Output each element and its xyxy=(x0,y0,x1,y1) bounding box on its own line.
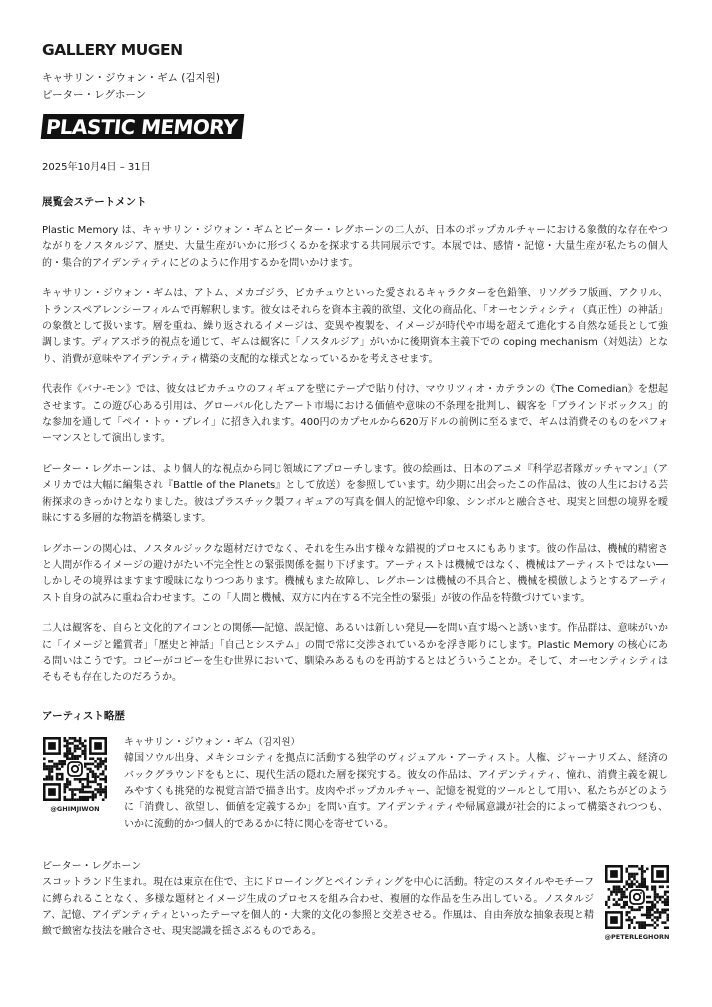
qr-code-ghim[interactable] xyxy=(42,737,108,813)
statement-heading: 展覧会ステートメント xyxy=(42,196,147,208)
exhibition-dates: 2025年10月4日 – 31日 xyxy=(42,162,151,173)
instagram-handle: @GHIMJIWON xyxy=(50,804,100,813)
statement-paragraph: 代表作《バナ-モン》では、彼女はピカチュウのフィギュアを壁にテープで貼り付け、マウリツィオ・カテランの《The Comedian》を想起させます。この遊び心ある引用は、グローバル化したアート市場における価値や意味の不条理を批判し、観客を「ブラインドボックス」的な参加を通して「ペイ・トゥ・プレイ」に招き入れます。400円のカプセルから620万ドルの前例に至るまで、ギムは消費そのものをパフォーマンスとして演出します。 xyxy=(42,384,668,445)
bio-name-native: （김지원） xyxy=(253,736,301,748)
artist-names xyxy=(42,70,668,104)
qr-code-icon xyxy=(605,865,669,929)
exhibition-sheet xyxy=(42,40,668,949)
instagram-icon xyxy=(66,760,84,778)
statement-paragraph: ピーター・レグホーンは、より個人的な視点から同じ領域にアプローチします。彼の絵画は、日本のアニメ『科学忍者隊ガッチャマン』（アメリカでは大幅に編集され『Battle of the Planets』として放送）を参照しています。幼少期に出会ったこの作品は、彼の人生における芸術探求のきっかけとなりました。彼はプラスチック製フィギュアの写真を個人的記憶や印象、シンボルと融合させ、現実と回想の境界を曖昧にする多層的な物語を構築します。 xyxy=(42,463,668,525)
statement-paragraph: 二人は観客を、自らと文化的アイコンとの関係──記憶、誤記憶、あるいは新しい発見──を問い直す場へと誘います。作品群は、意味がいかに「イメージと鑑賞者」「歴史と神話」「自己とシステム」の間で常に交渉されているかを浮き彫りにします。Plastic Memory の核心にある問いはこうです。コピーがコピーを生む世界において、馴染みあるものを再訪するとはどういうことか。そして、オーセンティシティはそもそも存在したのだろうか。 xyxy=(42,623,668,684)
qr-code-leghorn[interactable] xyxy=(604,865,670,941)
statement-paragraph: Plastic Memory は、キャサリン・ジウォン・ギムとピーター・レグホーンの二人が、日本のポップカルチャーにおける象徴的な存在やつながりをノスタルジア、歴史、大量生産がいかに形づくるかを探求する共同展示です。本展では、感情・記憶・大量生産が私たちの個人的・集合的アイデンティティにどのように作用するかを問いかけます。 xyxy=(42,225,668,269)
artist-name-2: ピーター・レグホーン xyxy=(42,89,147,101)
bio-text: 韓国ソウル出身、メキシコシティを拠点に活動する独学のヴィジュアル・アーティスト。人権、ジャーナリズム、経済のバックグラウンドをもとに、現代生活の隠れた層を探究する。彼女の作品は、アイデンティティ、憧れ、消費主義を親しみやすくも挑発的な視覚言語で描き出す。皮肉やポップカルチャー、記憶を視覚的ツールとして用い、私たちがどのように「消費し、欲望し、価値を定義するか」を問い直す。アイデンティティや帰属意識が社会的によって構築されつつも、いかに流動的かつ個人的であるかに特に関心を寄せている。 xyxy=(124,753,668,830)
statement-paragraph: キャサリン・ジウォン・ギムは、アトム、メカゴジラ、ピカチュウといった愛されるキャラクターを色鉛筆、リソグラフ版画、アクリル、トランスペアレンシーフィルムで再解釈します。彼女はそれらを資本主義的欲望、文化の商品化、「オーセンティシティ（真正性）の神話」の象徴として扱います。層を重ね、繰り返されるイメージは、変異や複製を、イメージが時代や市場を超えて進化する自然な延長として強調します。ディアスポラ的視点を通じて、ギムは観客に「ノスタルジア」がいかに後期資本主義下での coping mechanism（対処法）となり、消費が意味やアイデンティティ構築の支配的な様式となっているかを考えさせます。 xyxy=(42,288,668,365)
bio-text: スコットランド生まれ。現在は東京在住で、主にドローイングとペインティングを中心に活動。特定のスタイルやモチーフに縛られることなく、多様な題材とイメージ生成のプロセスを組み合わせ、複層的な作品を生み出している。ノスタルジア、記憶、アイデンティティといったテーマを個人的・大衆的文化の参照と交差させる。作風は、自由奔放な抽象表現と精緻で緻密な技法を融合させ、現実認識を揺さぶるものである。 xyxy=(42,877,594,938)
statement-paragraph: レグホーンの関心は、ノスタルジックな題材だけでなく、それを生み出す様々な錯視的プロセスにもあります。彼の作品は、機械的精密さと人間が作るイメージの避けがたい不完全性との緊張関係を掘り下げます。アーティストは機械ではなく、機械はアーティストではない──しかしその境界はますます曖昧になりつつあります。機械もまた故障し、レグホーンは機械の不具合と、機械を模倣しようとするアーティスト自身の試みに重ね合わせます。この「人間と機械、双方に内在する不完全性の緊張」が彼の作品を特徴づけています。 xyxy=(42,543,668,604)
bio-name-latin: キャサリン・ジウォン・ギム xyxy=(124,736,254,748)
bios-heading: アーティスト略歴 xyxy=(42,709,125,722)
bio-artist-name: ピーター・レグホーン xyxy=(42,860,142,872)
exhibition-logo: PLASTIC MEMORY xyxy=(41,114,245,139)
bio-artist-name xyxy=(124,735,668,751)
artist-bio-leghorn xyxy=(42,859,668,949)
instagram-handle: @PETERLEGHORN xyxy=(604,932,670,941)
artist-bio-ghim xyxy=(42,737,668,829)
artist-name-1: キャサリン・ジウォン・ギム (김지원) xyxy=(42,72,220,84)
gallery-name: GALLERY MUGEN xyxy=(42,41,183,59)
instagram-icon xyxy=(628,888,646,906)
qr-code-icon xyxy=(43,737,107,801)
